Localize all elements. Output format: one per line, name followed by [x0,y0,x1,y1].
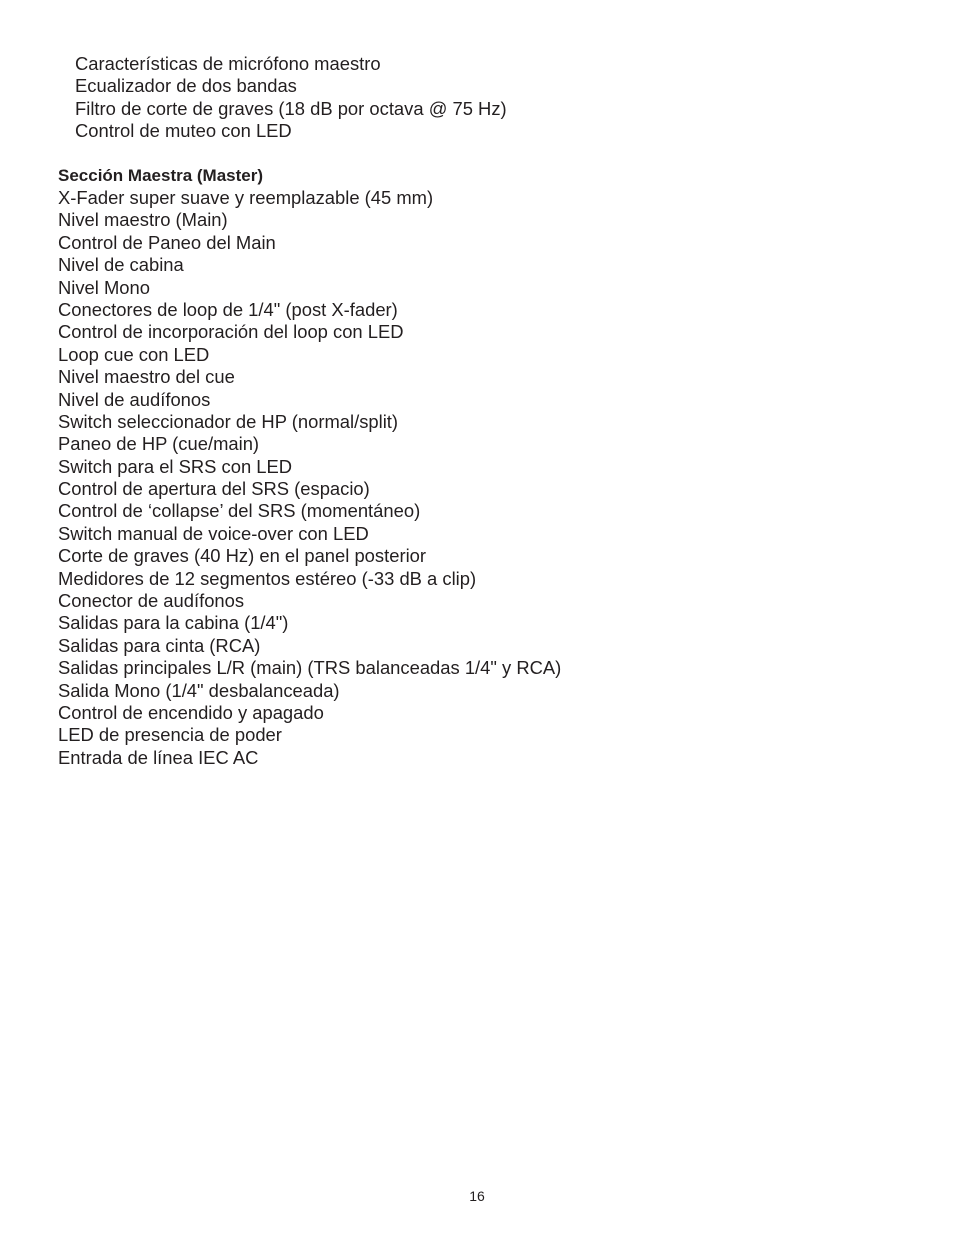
list-item: Nivel de audífonos [58,388,211,410]
list-item: Entrada de línea IEC AC [58,746,259,768]
list-item: Conector de audífonos [58,590,245,612]
list-item: Switch manual de voice-over con LED [58,522,369,544]
list-item: Nivel de cabina [58,254,184,276]
list-item: Switch seleccionador de HP (normal/split) [58,410,399,432]
list-item: Salidas para la cabina (1/4") [58,612,289,634]
list-item: Control de encendido y apagado [58,701,324,723]
list-item: Nivel maestro (Main) [58,209,228,231]
list-item: Nivel Mono [58,276,150,298]
list-item: Control de muteo con LED [75,120,292,142]
master-section-list [58,187,561,769]
list-item: Control de Paneo del Main [58,231,276,253]
list-item: Salida Mono (1/4" desbalanceada) [58,679,340,701]
list-item: Corte de graves (40 Hz) en el panel posterior [58,545,427,567]
list-item: Loop cue con LED [58,343,210,365]
list-item: Nivel maestro del cue [58,366,235,388]
list-item: Filtro de corte de graves (18 dB por octava @ 75 Hz) [75,97,507,119]
list-item: Características de micrófono maestro [75,53,381,74]
list-item: Control de ‘collapse’ del SRS (momentáneo) [58,500,421,522]
mic-features-list [75,53,507,143]
list-item: Control de incorporación del loop con LED [58,321,404,343]
list-item: Conectores de loop de 1/4" (post X-fader) [58,298,398,320]
list-item: Control de apertura del SRS (espacio) [58,478,370,500]
section-heading: Sección Maestra (Master) [58,166,264,185]
list-item: X-Fader super suave y reemplazable (45 mm) [58,187,434,208]
page-number: 16 [469,1188,485,1204]
list-item: Switch para el SRS con LED [58,455,293,477]
list-item: LED de presencia de poder [58,724,282,746]
list-item: Medidores de 12 segmentos estéreo (-33 dB a clip) [58,567,477,589]
list-item: Ecualizador de dos bandas [75,75,297,97]
list-item: Paneo de HP (cue/main) [58,433,260,455]
list-item: Salidas principales L/R (main) (TRS balanceadas 1/4" y RCA) [58,657,562,679]
list-item: Salidas para cinta (RCA) [58,634,261,656]
